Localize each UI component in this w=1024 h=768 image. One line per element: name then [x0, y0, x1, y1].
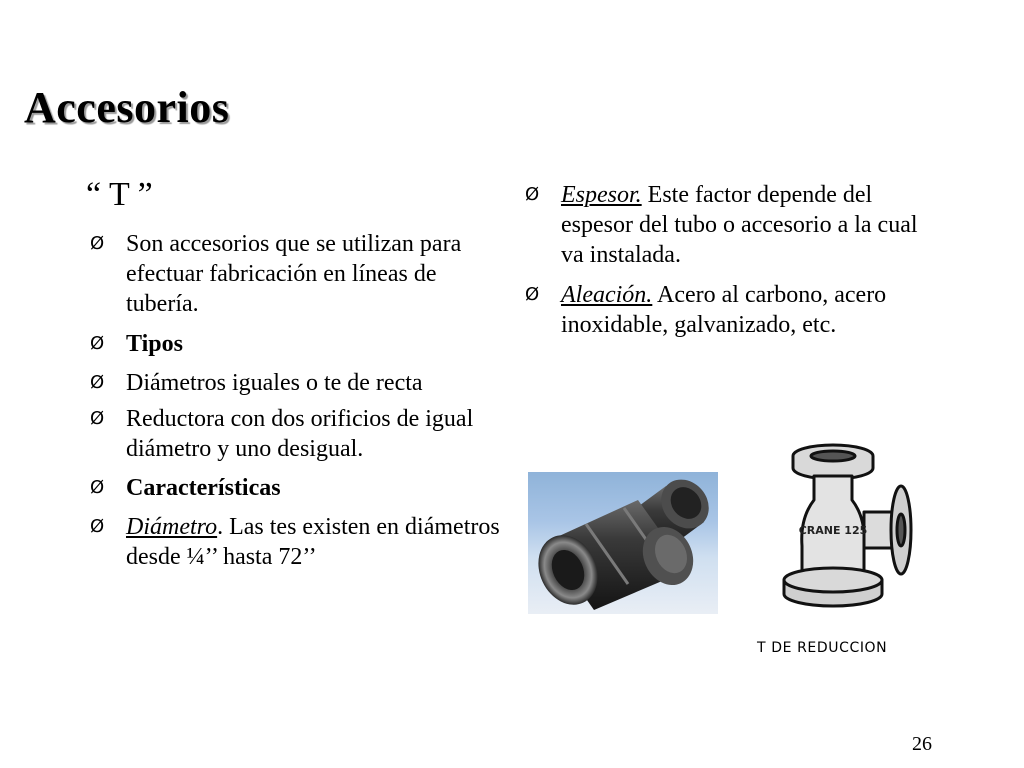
list-item-text: Son accesorios que se utilizan para efectuar fabricación en líneas de tubería. [126, 231, 462, 317]
arrow-bullet-icon: Ø [90, 333, 105, 354]
list-item-text [561, 280, 945, 340]
slide-subtitle: “ T ” [86, 176, 153, 213]
list-item-description: . Las tes existen en diámetros desde ¼’’ hasta 72’’ [126, 514, 500, 570]
list-item-text [561, 180, 945, 270]
tee-fitting-illustration [528, 472, 718, 614]
list-item [90, 329, 183, 359]
arrow-bullet-icon: Ø [525, 184, 540, 205]
list-item [525, 180, 945, 270]
list-item-description: Acero al carbono, acero inoxidable, galvanizado, etc. [561, 282, 887, 338]
list-item [90, 512, 510, 572]
list-item-text: Reductora con dos orificios de igual diámetro y uno desigual. [126, 406, 474, 462]
arrow-bullet-icon: Ø [90, 477, 105, 498]
arrow-bullet-icon: Ø [90, 372, 105, 393]
slide-title: Accesorios [24, 83, 230, 132]
reducing-tee-illustration [770, 438, 920, 610]
tee-fitting-photo [528, 472, 718, 614]
list-item-text [126, 512, 510, 572]
list-item [90, 229, 510, 319]
list-item-term: Aleación. [561, 282, 653, 308]
list-item-description: Este factor depende del espesor del tubo o accesorio a la cual va instalada. [561, 182, 918, 268]
list-item [90, 473, 281, 503]
arrow-bullet-icon: Ø [90, 516, 105, 537]
arrow-bullet-icon: Ø [525, 284, 540, 305]
reducing-tee-drawing [770, 438, 920, 610]
list-item-term: Diámetro [126, 514, 218, 540]
list-item [90, 404, 510, 464]
list-item-text: Diámetros iguales o te de recta [126, 370, 423, 396]
list-item [525, 280, 945, 340]
arrow-bullet-icon: Ø [90, 233, 105, 254]
list-item-term: Espesor. [561, 182, 642, 208]
drawing-marking: CRANE 125 [798, 524, 868, 537]
arrow-bullet-icon: Ø [90, 408, 105, 429]
list-item [90, 368, 423, 398]
list-item-heading: Características [126, 475, 281, 501]
drawing-caption: T DE REDUCCION [757, 640, 888, 656]
slide-number: 26 [912, 733, 932, 755]
list-item-heading: Tipos [126, 331, 183, 357]
